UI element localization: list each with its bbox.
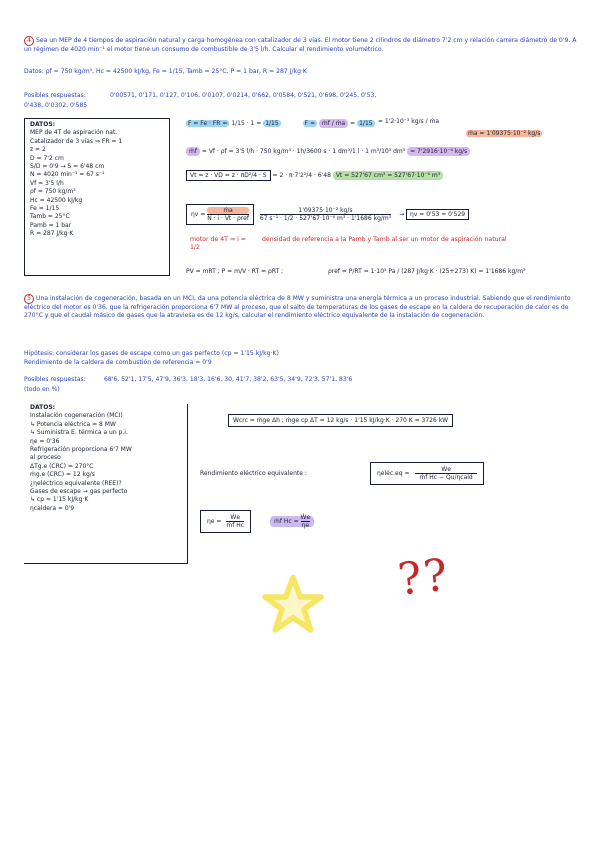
p4-etav-res: ηv = 0'53 ≈ 0'529: [406, 209, 469, 220]
p4-etav-den: N · i · Vt · ρref: [207, 215, 249, 222]
p4-F-frac: 1/15: [265, 120, 279, 127]
p5-formula-wcrc: [228, 414, 453, 427]
p4-datos-item: MEP de 4T de aspiración nat.: [30, 129, 118, 137]
p4-datos-item: DATOS:: [30, 121, 56, 128]
p4-datos-item: Catalizador de 3 vías ⇒ FR = 1: [30, 137, 123, 145]
p5-mfhc-num: Ẇe: [300, 514, 311, 521]
p4-datos-item: Pamb = 1 bar: [30, 221, 72, 229]
p5-datos-item: DATOS:: [30, 404, 56, 411]
p4-note-densidad: densidad de referencia a la Pamb y Tamb al ser un motor de aspiración natural: [262, 236, 507, 243]
p5-etae-den: ṁf Hc: [226, 522, 245, 529]
p4-mf-res: = 7'2916·10⁻⁴ kg/s: [407, 147, 470, 156]
p4-etav-lhs: ηv =: [191, 211, 206, 218]
p5-formula-ree: [370, 462, 484, 485]
problem4-number: 4: [24, 36, 34, 46]
p5-mfhc-box: [270, 516, 314, 527]
p5-wcrc: Ẇcrc = ṁge Δh ; ṁge cp ΔT = 12 kg/s · 1'15 kJ/kg·K · 270 K = 3726 kW: [233, 417, 449, 424]
p5-datos-item: ηe = 0'36: [30, 437, 60, 445]
p4-formula-Vt: [186, 172, 443, 179]
p5-datos-item: ηcaldera = 0'9: [30, 504, 75, 512]
p4-F-r: 1/15: [359, 120, 373, 127]
p5-ree-den: ṁf Hc − Qu/ηcald: [415, 473, 476, 481]
p5-datos-item: ṁg.e (CRC) = 12 kg/s: [30, 471, 95, 479]
p4-datos-item: D = 7'2 cm: [30, 154, 64, 162]
p4-Vt-res: Vt = 527'67 cm³ = 527'67·10⁻⁶ m³: [333, 171, 443, 180]
p4-note-motor: motor de 4T ⇒ i = 1/2: [190, 236, 246, 252]
p4-F-res: = 1'2·10⁻³ kg/s / ṁa: [378, 118, 440, 125]
problem5-datos-list: [30, 404, 132, 513]
p5-datos-item: al proceso: [30, 454, 61, 462]
p4-formula-F-res: [378, 118, 439, 125]
problem5-statement: [24, 294, 580, 320]
p4-etav-den2: 67 s⁻¹ · 1/2 · 527'67·10⁻⁶ m³ · 1'1686 kg/m³: [259, 215, 392, 222]
p4-formula-etav: ηv = ṁa N · i · Vt · ρref $\frac{\text{1'09375·10⁻² kg/s}}{\text{67 s⁻¹ · 1/2 · 527'67·10⁻⁶ m³ · 1'1686 kg/m³}}$ → ηv = 0'53 ≈ 0'529: [186, 204, 469, 225]
p5-mfhc-den: ηe: [301, 522, 310, 529]
problem4-posibles-label: Posibles respuestas:: [24, 92, 86, 99]
p5-datos-item: Refrigeración proporciona 6'7 MW: [30, 446, 132, 454]
p4-mf-left: ṁf: [186, 147, 200, 156]
p5-formula-mfhc: [270, 514, 314, 529]
problem5-posibles-1: 68'6, 52'1, 17'5, 47'9, 36'3, 18'3, 16'6, 30, 41'7, 38'2, 63'5, 34'9, 72'3, 57'1, 83'6: [104, 376, 353, 383]
problem5-hipotesis: Hipótesis: considerar los gases de escape como un gas perfecto (cp = 1'15 kJ/kg·K): [24, 350, 279, 357]
star-doodle-icon: [262, 575, 324, 633]
problem4-datos-list: [30, 121, 122, 239]
p5-etae-lhs: ηe =: [207, 518, 222, 525]
p4-F-eq: =: [350, 120, 356, 127]
p5-mfhc-lhs: ṁf Hc =: [274, 518, 299, 525]
p4-formula-mf: [186, 148, 470, 155]
problem5-text: Una instalación de cogeneración, basada en un MCI, da una potencia eléctrica de 8 MW y suministra una energía térmica a un proceso industrial. Sabiendo que el rendimiento eléctrico del motor es 0'36, que la refrigeración proporciona 6'7 MW al proceso, que el salto de temperaturas de los gases de escape en la caldera de recuperación de calor es de 270°C y que el caudal másico de gases que la atraviesa es de 12 kg/s, calcular el rendimiento eléctrico equivalente de la instalación de cogeneración.: [24, 295, 571, 319]
p5-datos-item: ΔTg.e (CRC) = 270°C: [30, 462, 94, 470]
problem5-number: 5: [24, 294, 34, 304]
p4-F-label: F =: [304, 120, 315, 127]
p4-datos-item: Tamb = 25°C: [30, 213, 70, 221]
p4-Vt-left: Vt = z · VD = z · πD²/4 · S: [186, 170, 271, 181]
problem4-posibles-2: 0'438, 0'0302, 0'585: [24, 102, 88, 109]
p4-datos-item: R = 287 J/kg·K: [30, 230, 74, 238]
p5-formula-etae: [200, 510, 251, 533]
problem5-posibles-label: Posibles respuestas:: [24, 376, 86, 383]
p4-Vt-body: = 2 · π·7'2²/4 · 6'48: [272, 172, 331, 179]
p4-mf-body: = Vf · ρf = 3'5 l/h · 750 kg/m³ · 1h/3600 s · 1 dm³/1 l · 1 m³/10³ dm³: [201, 148, 406, 155]
problem4-posibles-1: 0'00571, 0'171, 0'127, 0'106, 0'0107, 0'0214, 0'662, 0'0584, 0'521, 0'698, 0'245, 0'53,: [110, 92, 377, 99]
p4-datos-item: Vf = 3'5 l/h: [30, 179, 64, 187]
p4-etav-box: [186, 204, 254, 225]
p4-formula-F: [186, 120, 375, 127]
p4-rho-text: ρref = P/RT = 1·10⁵ Pa / (287 J/kg·K · (25+273) K) = 1'1686 kg/m³: [328, 268, 526, 275]
p5-datos-item: ↳ Potencia eléctrica = 8 MW: [30, 420, 116, 428]
p4-gas-eq: PV = mRT ; P = m/V · RT = ρRT ;: [186, 268, 284, 275]
p4-etav-num: ṁa: [207, 207, 249, 214]
p5-etae-num: Ẇe: [230, 514, 241, 521]
question-marks-doodle: ??: [395, 549, 452, 606]
p5-datos-item: ↳ Suministra E. térmica a un p.i.: [30, 429, 128, 437]
p4-datos-item: Fe = 1/15: [30, 205, 60, 213]
p4-datos-item: Hc = 42500 kJ/kg: [30, 196, 83, 204]
p4-datos-item: ρf = 750 kg/m³: [30, 188, 76, 196]
p4-F-final: ṁa = 1'09375·10⁻² kg/s: [468, 130, 541, 137]
p4-formula-F-final: [466, 130, 542, 137]
p4-F-mid: 1/15 · 1 =: [231, 120, 262, 127]
p5-datos-item: Instalación cogeneración (MCI): [30, 412, 123, 420]
p5-formula-ree-label: Rendimiento eléctrico equivalente :: [200, 470, 307, 477]
problem5-posibles-2: (todo en %): [24, 386, 60, 393]
problem4-datos-line: Datos: ρf = 750 kg/m³, Hc = 42500 kJ/kg, Fe = 1/15, Tamb = 25°C, P = 1 bar, R = 287 J/kg·K: [24, 68, 307, 75]
problem5-rend-caldera: Rendimiento de la caldera de combustión de referencia = 0'9: [24, 359, 212, 366]
p5-ree-lhs: ηeléc.eq =: [377, 470, 410, 477]
p5-ree-num: Ẇe: [441, 466, 451, 473]
p4-F-ratio: ṁf / ṁa: [319, 119, 348, 128]
p4-rho-eq: [328, 268, 526, 275]
p4-datos-item: S/D = 0'9 → S = 6'48 cm: [30, 163, 105, 171]
problem4-text: Sea un MEP de 4 tiempos de aspiración natural y carga homogénea con catalizador de 3 vías. El motor tiene 2 cilindros de diámetro 7'2 cm y relación carrera diámetro de 0'9. A un régimen de 4020 min⁻¹ el motor tiene un consumo de combustible de 3'5 l/h. Calcular el rendimiento volumétrico.: [24, 37, 577, 53]
p5-datos-item: ↳ cp = 1'15 kJ/kg·K: [30, 496, 89, 504]
problem4-statement: [24, 36, 580, 54]
p4-etav-num2: 1'09375·10⁻² kg/s: [298, 207, 353, 214]
p5-datos-item: Gases de escape → gas perfecto: [30, 488, 128, 496]
p5-datos-item: ¿ηeléctrico equivalente (REE)?: [30, 479, 122, 487]
p4-datos-item: N = 4020 min⁻¹ = 67 s⁻¹: [30, 171, 105, 179]
p4-F-left: F = Fe · FR =: [188, 120, 228, 127]
p4-datos-item: z = 2: [30, 146, 46, 154]
